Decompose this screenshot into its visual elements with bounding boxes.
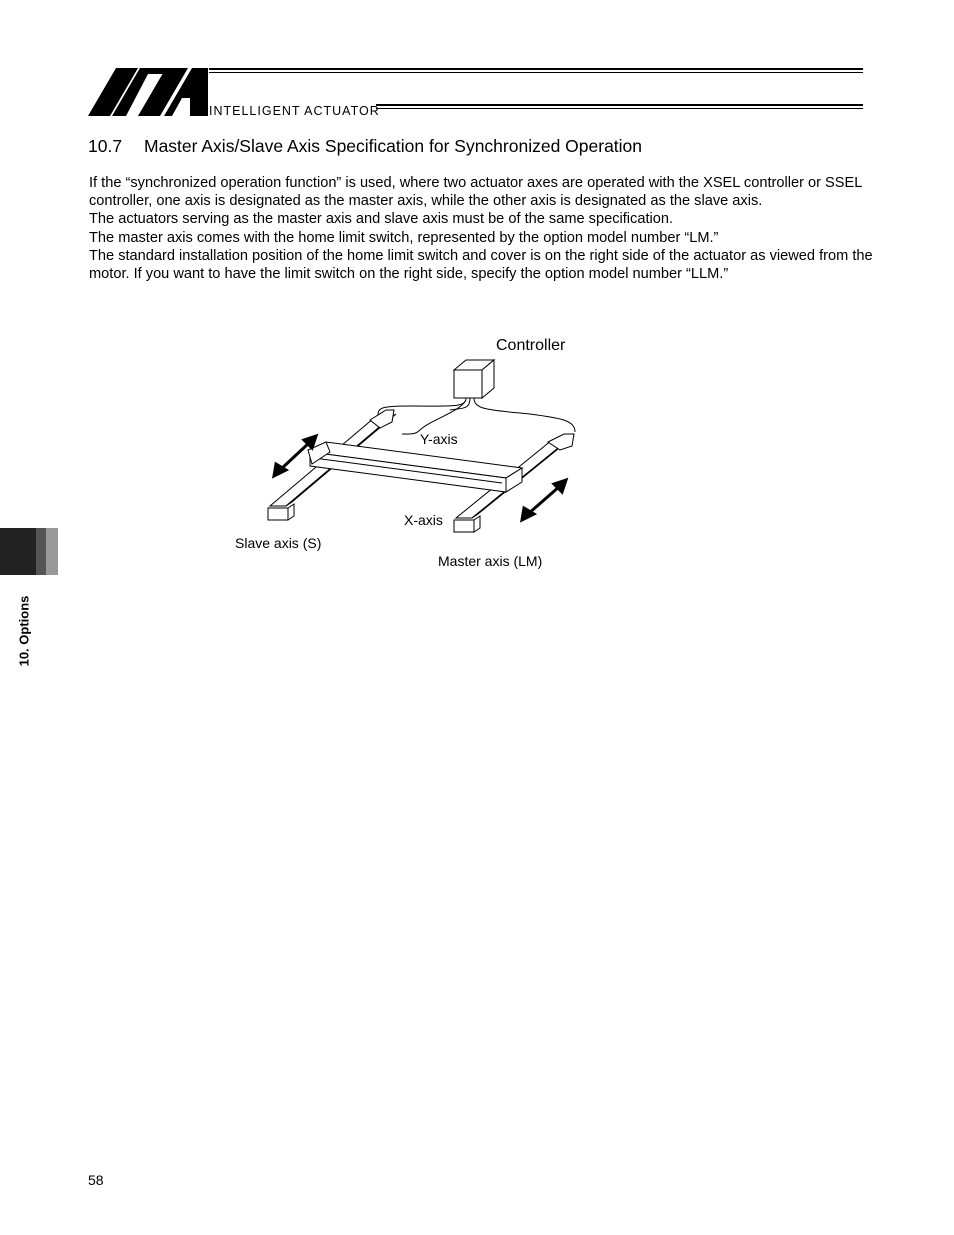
master-motion-arrow: [522, 480, 566, 520]
chapter-tab-marker: [0, 528, 58, 575]
paragraph: The master axis comes with the home limit switch, represented by the option model number “LM.”: [89, 229, 719, 246]
chapter-tab-label: [12, 586, 36, 676]
master-axis-label: Master axis (LM): [438, 553, 543, 569]
section-number: 10.7: [88, 136, 123, 156]
controller-box: [454, 360, 494, 398]
y-axis-beam: [308, 442, 522, 492]
x-axis-label: X-axis: [404, 512, 443, 528]
section-heading: [88, 136, 642, 157]
paragraph: The actuators serving as the master axis and slave axis must be of the same specification.: [89, 211, 674, 228]
y-axis-label: Y-axis: [420, 431, 458, 447]
paragraph: The standard installation position of the home limit switch and cover is on the right side of the actuator as viewed from the motor. If you want to have the limit switch on the right side, specify the option model number “LLM.”: [89, 247, 873, 283]
controller-label: Controller: [496, 337, 566, 354]
slave-axis-label: Slave axis (S): [235, 535, 322, 551]
section-title: Master Axis/Slave Axis Specification for Synchronized Operation: [144, 136, 643, 156]
page-number: 58: [88, 1172, 104, 1188]
paragraph: If the “synchronized operation function” is used, where two actuator axes are operated with the XSEL controller or SSEL controller, one axis is designated as the master axis, while the other axis is designated as the slave axis.: [89, 175, 862, 210]
chapter-tab-text: 10. Options: [16, 595, 32, 667]
body-text: [89, 174, 879, 283]
brand-subtitle: INTELLIGENT ACTUATOR: [209, 104, 380, 118]
iai-logo: [86, 64, 876, 124]
synchronized-axes-diagram: [230, 330, 590, 580]
